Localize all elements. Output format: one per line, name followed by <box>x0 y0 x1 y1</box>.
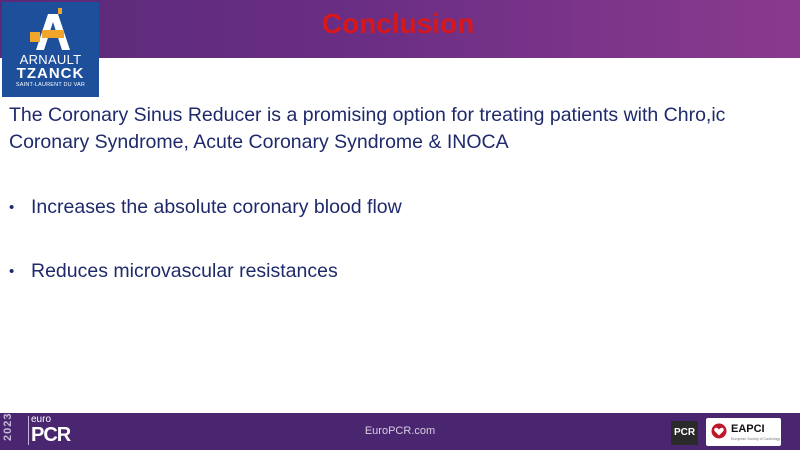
europcr-logo-small: euro <box>31 414 52 425</box>
intro-paragraph: The Coronary Sinus Reducer is a promising option for treating patients with Chro,ic Coronary Syndrome, Acute Coronary Syndrome & INOCA <box>9 104 726 153</box>
eapci-label: EAPCI <box>731 423 765 435</box>
footer-year: 2023 <box>2 412 14 441</box>
bullet-text: Increases the absolute coronary blood flow <box>31 196 402 218</box>
eapci-logo <box>706 418 781 446</box>
heart-icon <box>711 423 727 439</box>
bullet-marker: • <box>9 199 15 216</box>
logo-line-tzanck: TZANCK <box>16 65 85 82</box>
pcr-badge: PCR <box>671 421 698 445</box>
slide-title: Conclusion <box>321 8 475 39</box>
arnault-tzanck-logo <box>2 2 99 97</box>
bullet-text: Reduces microvascular resistances <box>31 260 338 282</box>
logo-line-arnault: ARNAULT <box>19 52 82 67</box>
europcr-logo-large: PCR <box>31 424 71 446</box>
eapci-subtitle: European Society of Cardiology <box>731 437 781 441</box>
footer-divider <box>28 416 29 445</box>
arnault-a-icon <box>2 2 99 54</box>
bullet-marker: • <box>9 263 15 280</box>
slide-content <box>9 102 789 282</box>
logo-line-location: SAINT-LAURENT DU VAR <box>15 82 86 88</box>
footer-url: EuroPCR.com <box>364 425 436 437</box>
